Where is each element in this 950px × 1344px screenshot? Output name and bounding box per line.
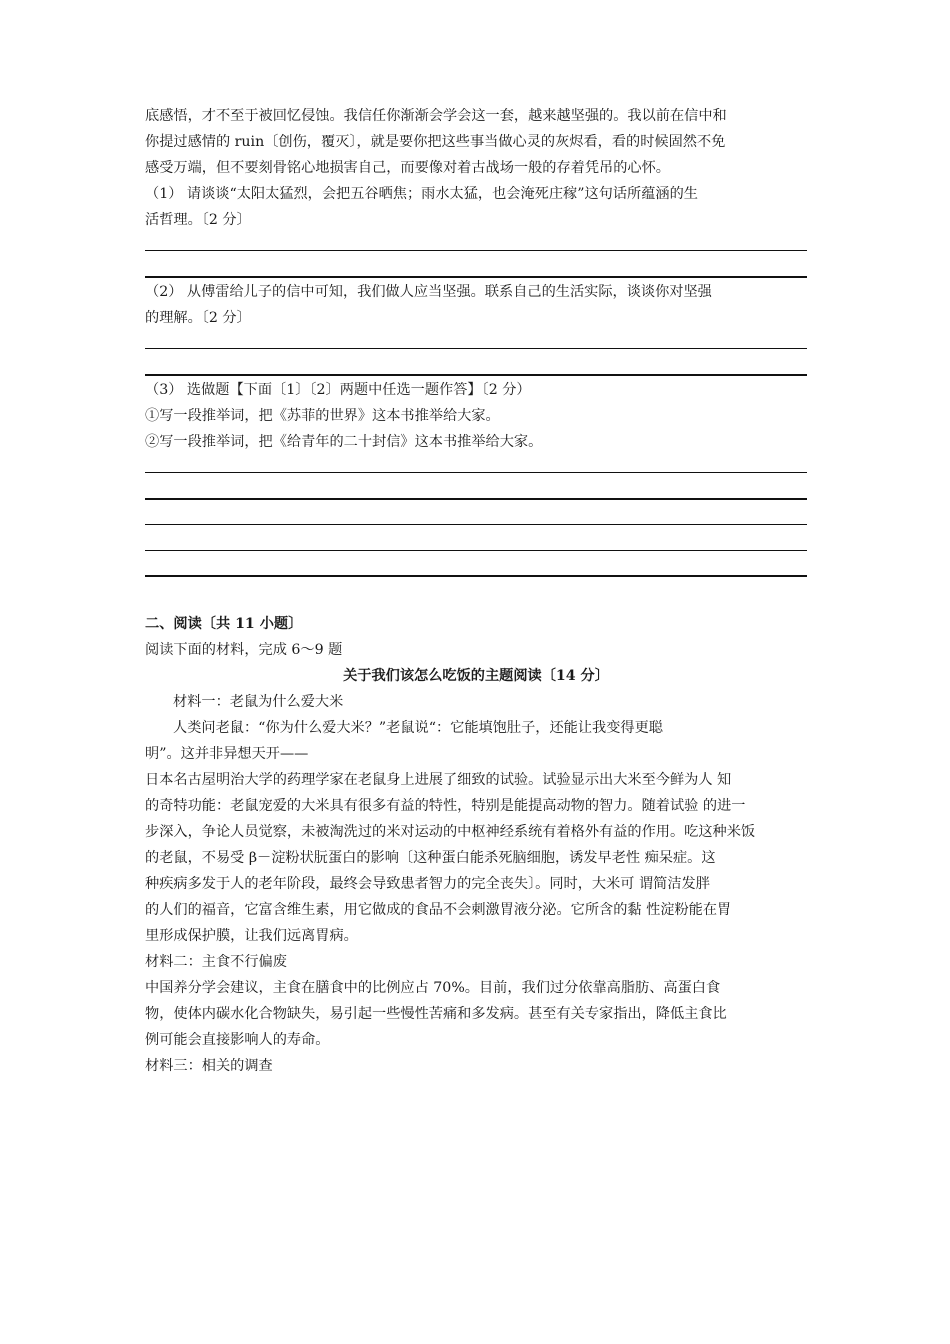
material-1-p2-line-6: 的人们的福音，它富含维生素，用它做成的食品不会刺激胃液分泌。它所含的黏 性淀粉能在胃	[145, 902, 732, 918]
material-1-title: 材料一：老鼠为什么爱大米	[173, 694, 344, 710]
material-2-line-1: 中国养分学会建议，主食在膳食中的比例应占 70%。目前，我们过分依靠高脂肪、高蛋白食	[145, 980, 721, 996]
material-2-line-2: 物，使体内碳水化合物缺失，易引起一些慢性苦痛和多发病。甚至有关专家指出，降低主食比	[145, 1006, 727, 1022]
material-1-p2-line-2: 的奇特功能：老鼠宠爱的大米具有很多有益的特性，特别是能提高动物的智力。随着试验 的进一	[145, 798, 746, 814]
material-1-p2-line-7: 里形成保护膜，让我们远离胃病。	[145, 928, 358, 944]
material-1-p2-line-3: 步深入，争论人员觉察，未被淘洗过的米对运动的中枢神经系统有着格外有益的作用。吃这种米饭	[145, 824, 756, 840]
question-1-line-2: 活哲理。〔2 分〕	[145, 212, 251, 228]
reading-title: 关于我们该怎么吃饭的主题阅读〔14 分〕	[343, 668, 609, 684]
material-1-p2-line-1: 日本名古屋明治大学的药理学家在老鼠身上进展了细致的试验。试验显示出大米至今鲜为人 知	[145, 772, 732, 788]
question-2-line-2: 的理解。〔2 分〕	[145, 310, 251, 326]
material-3-title: 材料三：相关的调查	[145, 1058, 273, 1074]
answer-line[interactable]	[145, 550, 807, 551]
answer-line[interactable]	[145, 524, 807, 525]
answer-line[interactable]	[145, 348, 807, 349]
question-3-option-1: ①写一段推举词，把《苏菲的世界》这本书推举给大家。	[145, 408, 500, 424]
material-1-p2-line-5: 种疾病多发于人的老年阶段，最终会导致患者智力的完全丧失〕。同时，大米可 谓简洁发胖	[145, 876, 710, 892]
question-1-line-1: （1） 请谈谈“太阳太猛烈，会把五谷晒焦；雨水太猛，也会淹死庄稼”这句话所蕴涵的生	[145, 186, 698, 202]
passage-line-1: 底感悟，才不至于被回忆侵蚀。我信任你渐渐会学会这一套，越来越坚强的。我以前在信中和	[145, 108, 727, 124]
answer-line[interactable]	[145, 498, 807, 500]
question-3-prompt: （3） 选做题【下面〔1〕〔2〕两题中任选一题作答】〔2 分）	[145, 382, 531, 398]
material-1-p1-line-2: 明”。这并非异想天开——	[145, 746, 309, 762]
answer-line[interactable]	[145, 472, 807, 473]
answer-line[interactable]	[145, 276, 807, 278]
question-3-option-2: ②写一段推举词，把《给青年的二十封信》这本书推举给大家。	[145, 434, 543, 450]
answer-line[interactable]	[145, 575, 807, 577]
section-heading: 二、阅读〔共 11 小题〕	[145, 616, 303, 632]
material-1-p2-line-4: 的老鼠，不易受 β－淀粉状朊蛋白的影响〔这种蛋白能杀死脑细胞，诱发早老性 痴呆症。这	[145, 850, 716, 866]
material-2-title: 材料二：主食不行偏废	[145, 954, 287, 970]
passage-line-3: 感受万端，但不要刻骨铭心地损害自己，而要像对着古战场一般的存着凭吊的心怀。	[145, 160, 670, 176]
answer-line[interactable]	[145, 374, 807, 376]
passage-line-2: 你提过感情的 ruin〔创伤，覆灭〕，就是要你把这些事当做心灵的灰烬看，看的时候固然不免	[145, 134, 726, 150]
material-2-line-3: 例可能会直接影响人的寿命。	[145, 1032, 330, 1048]
question-2-line-1: （2） 从傅雷给儿子的信中可知，我们做人应当坚强。联系自己的生活实际，谈谈你对坚强	[145, 284, 712, 300]
answer-line[interactable]	[145, 250, 807, 251]
material-1-p1-line-1: 人类问老鼠：“你为什么爱大米？”老鼠说“：它能填饱肚子，还能让我变得更聪	[173, 720, 663, 736]
section-instruction: 阅读下面的材料，完成 6～9 题	[145, 642, 343, 658]
